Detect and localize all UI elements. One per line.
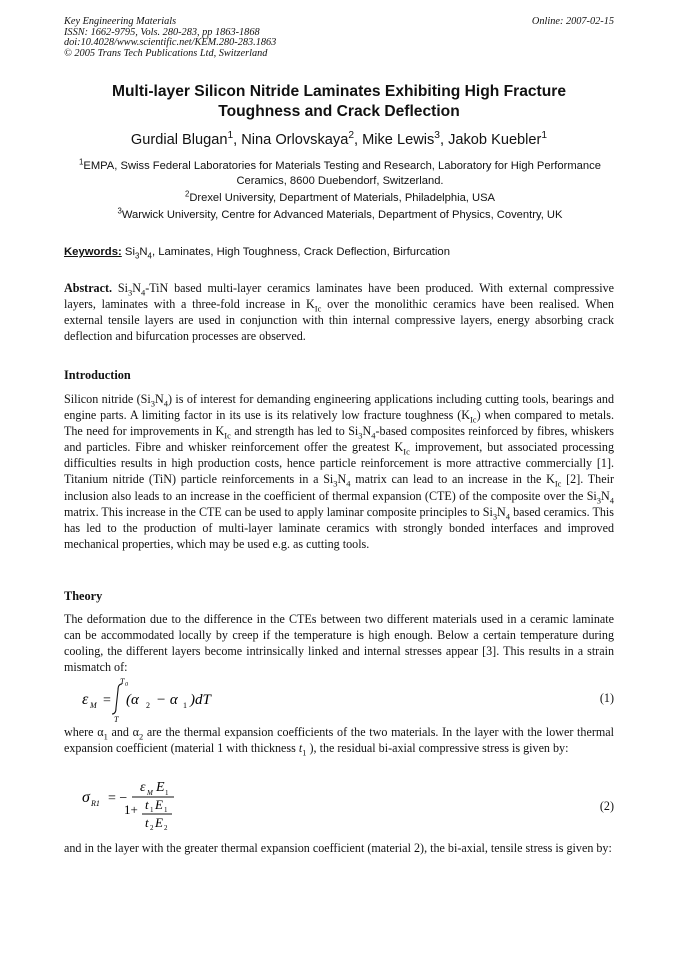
title-line-2: Toughness and Crack Deflection	[218, 103, 460, 120]
eq1-sub-1: 1	[183, 701, 187, 710]
eq1-lhs: ε	[82, 691, 89, 708]
abstract-text: Si	[112, 281, 128, 295]
intro-sub: 3	[596, 494, 602, 505]
keywords-text	[124, 246, 450, 261]
kw-part: , Laminates, High Toughness, Crack Deflection, Birfurcation	[151, 246, 450, 258]
eq2-num-e-sub: 1	[165, 789, 169, 797]
intro-text: -based composites reinforced by fibres, whiskers and particles. Fibre and whisker reinforcement offer the greatest K	[64, 424, 615, 455]
abstract-text: over the monolithic ceramics have been realised. When external tensile layers are used in conjunction with thin internal compressive layers, energy absorbing crack deflection and bifurcation processes are observed.	[64, 297, 614, 344]
theory-sub: 1	[302, 747, 307, 758]
integral-sign	[112, 684, 122, 714]
theory-paragraph-2	[64, 724, 614, 756]
eq2-equals: = −	[108, 791, 128, 806]
intro-text: matrix can lead to an increase in the K	[350, 472, 555, 487]
author-affil-sup: 1	[541, 130, 548, 142]
eq2-den-t2-sub: 2	[150, 824, 154, 832]
author-sep: ,	[233, 132, 242, 148]
author-name: Gurdial Blugan	[130, 132, 228, 148]
eq1-minus: − α	[156, 692, 178, 708]
abstract-text: N	[132, 281, 141, 295]
intro-sub: 4	[346, 478, 351, 489]
affiliation	[70, 208, 610, 223]
eq1-upper: T	[120, 677, 125, 686]
section-heading-introduction: Introduction	[64, 368, 131, 382]
theory-paragraph-3: and in the layer with the greater thermal expansion coefficient (material 2), the bi-axial, tensile stress is given by:	[64, 841, 612, 855]
eq2-num-eps: ε	[140, 780, 146, 795]
intro-sub: 3	[333, 478, 338, 489]
author-sep: ,	[439, 132, 449, 148]
intro-sub: 4	[505, 511, 511, 522]
theory-text: where α	[64, 725, 104, 739]
theory-text: ), the residual bi-axial compressive stress is given by:	[306, 741, 569, 756]
intro-sub: Ic	[554, 478, 562, 489]
keywords-label: Keywords:	[64, 246, 122, 258]
theory-text: and α	[107, 725, 139, 739]
author-sep: ,	[354, 132, 363, 148]
intro-sub: 3	[150, 398, 155, 409]
theory-sub: 2	[138, 731, 144, 742]
abstract-sub: Ic	[314, 303, 322, 314]
intro-sub: Ic	[224, 430, 231, 441]
eq2-den-t1-sub: 1	[150, 806, 154, 814]
paper-title	[64, 82, 614, 122]
affiliation-list	[70, 159, 610, 225]
doi-line: doi:10.4028/www.scientific.net/KEM.280-283.1863	[64, 37, 277, 48]
journal-header	[64, 17, 276, 59]
abstract-sub: 4	[140, 287, 146, 298]
intro-text: based ceramics. This has led to the production of multi-layer laminate ceramics with strongly bonded interfaces and improved mechanical properties, which may be used e.g. as cutting tools.	[64, 504, 614, 551]
keywords	[64, 246, 450, 261]
eq2-den-e2: E	[155, 815, 163, 830]
author-affil-sup: 3	[434, 130, 440, 142]
author-list	[64, 131, 614, 149]
eq1-upper-sub: 0	[125, 682, 128, 688]
section-heading-theory: Theory	[64, 589, 103, 603]
theory-paragraph-1: The deformation due to the difference in the CTEs between two different materials used in a ceramic laminate can be accommodated locally by creep if the temperature is high enough. Below a certain temperature during cooling, the different layers become intrinsically linked and internal stresses appear [3]. This results in a strain mismatch of:	[64, 612, 614, 675]
theory-italic: t	[298, 741, 303, 756]
intro-text: N	[601, 488, 610, 503]
affiliation-text: Warwick University, Centre for Advanced Materials, Department of Physics, Coventry, UK	[121, 209, 563, 221]
author-name: Nina Orlovskaya	[241, 132, 349, 148]
intro-sub: 4	[609, 494, 614, 505]
author-affil-sup: 2	[348, 130, 354, 142]
intro-text: N	[154, 392, 164, 406]
title-line-1: Multi-layer Silicon Nitride Laminates Exhibiting High Fracture	[111, 83, 567, 100]
intro-text: matrix. This increase in the CTE can be used to apply laminar composite principles to Si	[64, 504, 493, 519]
affiliation-sup: 2	[184, 189, 190, 199]
eq2-lhs-sub: R1	[91, 799, 100, 808]
kw-part: N	[139, 246, 148, 258]
abstract-text: -TiN based multi-layer ceramics laminates have been produced. With external compressive layers, laminates with a three-fold increase in K	[64, 281, 614, 312]
kw-sub: 4	[147, 251, 152, 261]
intro-text: [2]. Their inclusion also leads to an increase in the coefficient of thermal expansion (CTE) of the composite over the Si	[64, 472, 614, 503]
intro-text: N	[497, 504, 506, 519]
intro-text: improvement, but associated processing difficulties results in high production costs, hence particle reinforcement is more attractive commercially [1]. Titanium nitride (TiN) particle reinforcements in a Si	[64, 440, 614, 487]
eq2-den-one: 1+	[124, 802, 138, 817]
affiliation-text: Drexel University, Department of Materials, Philadelphia, USA	[189, 192, 496, 204]
eq2-den-e1: E	[155, 797, 163, 812]
intro-sub: Ic	[403, 446, 410, 457]
intro-text: ) when compared to metals. The need for improvements in K	[64, 408, 614, 439]
online-date: Online: 2007-02-15	[531, 16, 614, 27]
equation-2-number: (2)	[599, 799, 614, 813]
issn-line: ISSN: 1662-9795, Vols. 280-283, pp 1863-1868	[64, 26, 260, 38]
affiliation	[70, 191, 610, 206]
abstract-label: Abstract.	[64, 281, 113, 295]
introduction-paragraph	[64, 391, 614, 552]
eq1-lower: T	[114, 715, 119, 722]
intro-sub: 3	[358, 430, 363, 441]
eq2-den-e1-sub: 1	[164, 806, 168, 814]
affiliation-sup: 3	[117, 206, 122, 216]
eq2-num-eps-sub: M	[147, 789, 153, 797]
eq2-den-t2: t	[145, 815, 149, 830]
intro-text: N	[337, 472, 347, 487]
eq1-equals: =	[103, 693, 111, 708]
intro-sub: 4	[163, 398, 168, 409]
kw-part: Si	[124, 246, 135, 258]
eq1-lhs-sub: M	[90, 701, 97, 710]
theory-sub: 1	[103, 731, 108, 742]
intro-sub: Ic	[469, 414, 477, 425]
affiliation-text: EMPA, Swiss Federal Laboratories for Materials Testing and Research, Laboratory for High Performance Ceramics, 8600 Duebendorf, Switzerland.	[83, 160, 601, 187]
intro-text: N	[362, 424, 372, 439]
eq2-lhs: σ	[82, 789, 90, 806]
intro-text: Silicon nitride (Si	[64, 392, 151, 406]
intro-text: and strength has led to Si	[230, 424, 359, 439]
eq1-sub-2: 2	[146, 701, 150, 710]
copyright-line: © 2005 Trans Tech Publications Ltd, Switzerland	[64, 47, 268, 59]
affiliation	[70, 159, 610, 189]
equation-2	[78, 776, 278, 836]
equation-1-number: (1)	[599, 691, 614, 705]
author-name: Mike Lewis	[362, 132, 435, 148]
eq2-den-e2-sub: 2	[164, 824, 168, 832]
abstract	[64, 280, 614, 344]
intro-sub: 4	[371, 430, 376, 441]
eq1-integrand: (α	[126, 692, 139, 708]
author-affil-sup: 1	[227, 130, 234, 142]
intro-sub: 3	[492, 511, 498, 522]
intro-text: ) is of interest for demanding engineering applications including cutting tools, bearings and engine parts. A limiting factor in its use is its relatively low fracture toughness (K	[64, 392, 614, 423]
equation-1	[78, 676, 278, 722]
journal-name: Key Engineering Materials	[64, 16, 177, 27]
eq2-num-e: E	[156, 780, 165, 795]
affiliation-sup: 1	[79, 157, 84, 167]
abstract-sub: 3	[127, 287, 133, 298]
eq1-close: )dT	[190, 692, 211, 708]
theory-text: are the thermal expansion coefficients of the two materials. In the layer with the lower thermal expansion coefficient (material 1 with thickness	[64, 725, 614, 756]
eq2-den-t1: t	[145, 797, 149, 812]
kw-sub: 3	[134, 251, 140, 261]
author-name: Jakob Kuebler	[448, 132, 542, 148]
